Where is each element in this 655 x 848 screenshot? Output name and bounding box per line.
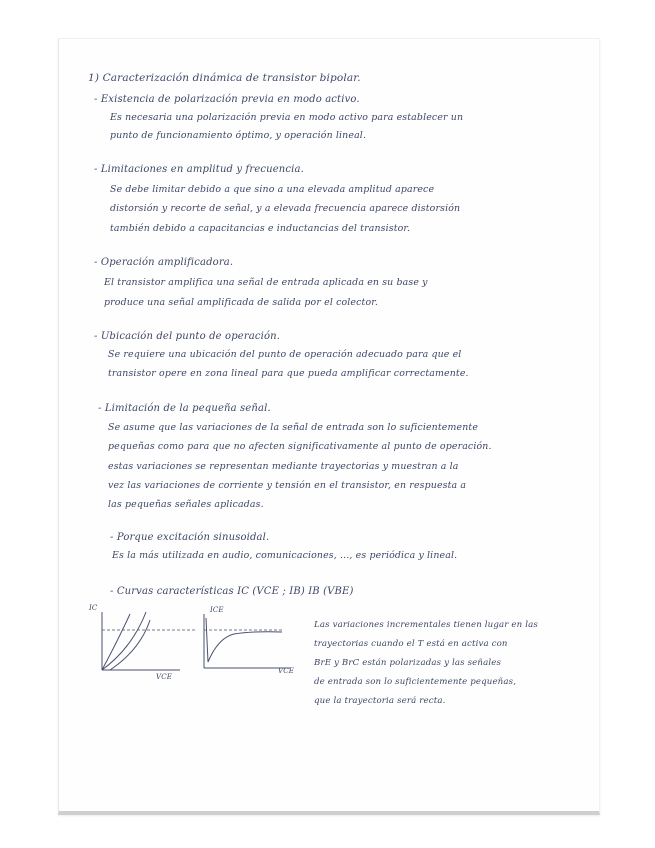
section-text-line: punto de funcionamiento óptimo, y operación lineal. <box>110 130 367 141</box>
section-text-line: El transistor amplifica una señal de entrada aplicada en su base y <box>104 277 428 288</box>
section-heading: - Ubicación del punto de operación. <box>94 331 281 342</box>
curves-heading: - Curvas características IC (VCE ; IB) IB (VBE) <box>110 586 354 597</box>
section-text-line: transistor opere en zona lineal para que pueda amplificar correctamente. <box>108 368 469 379</box>
section-text-line: Se asume que las variaciones de la señal de entrada son lo suficientemente <box>108 422 479 433</box>
section-text-line: Es la más utilizada en audio, comunicaciones, ..., es periódica y lineal. <box>112 550 458 561</box>
section-text-line: las pequeñas señales aplicadas. <box>108 499 264 510</box>
section-heading: - Existencia de polarización previa en modo activo. <box>94 94 360 105</box>
section-text-line: vez las variaciones de corriente y tensión en el transistor, en respuesta a <box>108 480 467 491</box>
curves-side-text-line: de entrada son lo suficientemente pequeñas, <box>314 677 517 687</box>
section-text-line: estas variaciones se representan mediante trayectorias y muestran a la <box>108 461 459 472</box>
section-text-line: Es necesaria una polarización previa en modo activo para establecer un <box>110 112 464 123</box>
graph-left-y-label: IC <box>89 604 98 612</box>
curves-side-text-line: Las variaciones incrementales tienen lugar en las <box>314 620 538 630</box>
section-text-line: distorsión y recorte de señal, y a elevada frecuencia aparece distorsión <box>110 203 461 214</box>
section-text-line: produce una señal amplificada de salida por el colector. <box>104 297 378 308</box>
section-text-line: Se debe limitar debido a que sino a una elevada amplitud aparece <box>110 184 435 195</box>
graph-right-y-label: ICE <box>210 606 224 614</box>
section-heading: - Operación amplificadora. <box>94 257 234 268</box>
curves-side-text-line: BrE y BrC están polarizadas y las señales <box>314 658 502 668</box>
section-text-line: Se requiere una ubicación del punto de operación adecuado para que el <box>108 349 462 360</box>
section-text-line: pequeñas como para que no afecten significativamente al punto de operación. <box>108 441 492 452</box>
curves-side-text-line: que la trayectoria será recta. <box>314 696 446 706</box>
graph-left-curve <box>102 614 130 670</box>
section-text-line: también debido a capacitancias e inductancias del transistor. <box>110 223 411 234</box>
section-heading: - Limitaciones en amplitud y frecuencia. <box>94 164 304 175</box>
graph-left-curve <box>110 620 150 670</box>
section-heading: - Limitación de la pequeña señal. <box>98 403 271 414</box>
curves-side-text-line: trayectorias cuando el T está en activa con <box>314 639 508 649</box>
section-heading: - Porque excitación sinusoidal. <box>110 532 270 543</box>
document-title: 1) Caracterización dinámica de transistor bipolar. <box>88 72 361 84</box>
graph-right-x-label: VCE <box>278 667 294 675</box>
graph-right-curve <box>206 618 282 662</box>
graph-left-x-label: VCE <box>156 673 172 681</box>
